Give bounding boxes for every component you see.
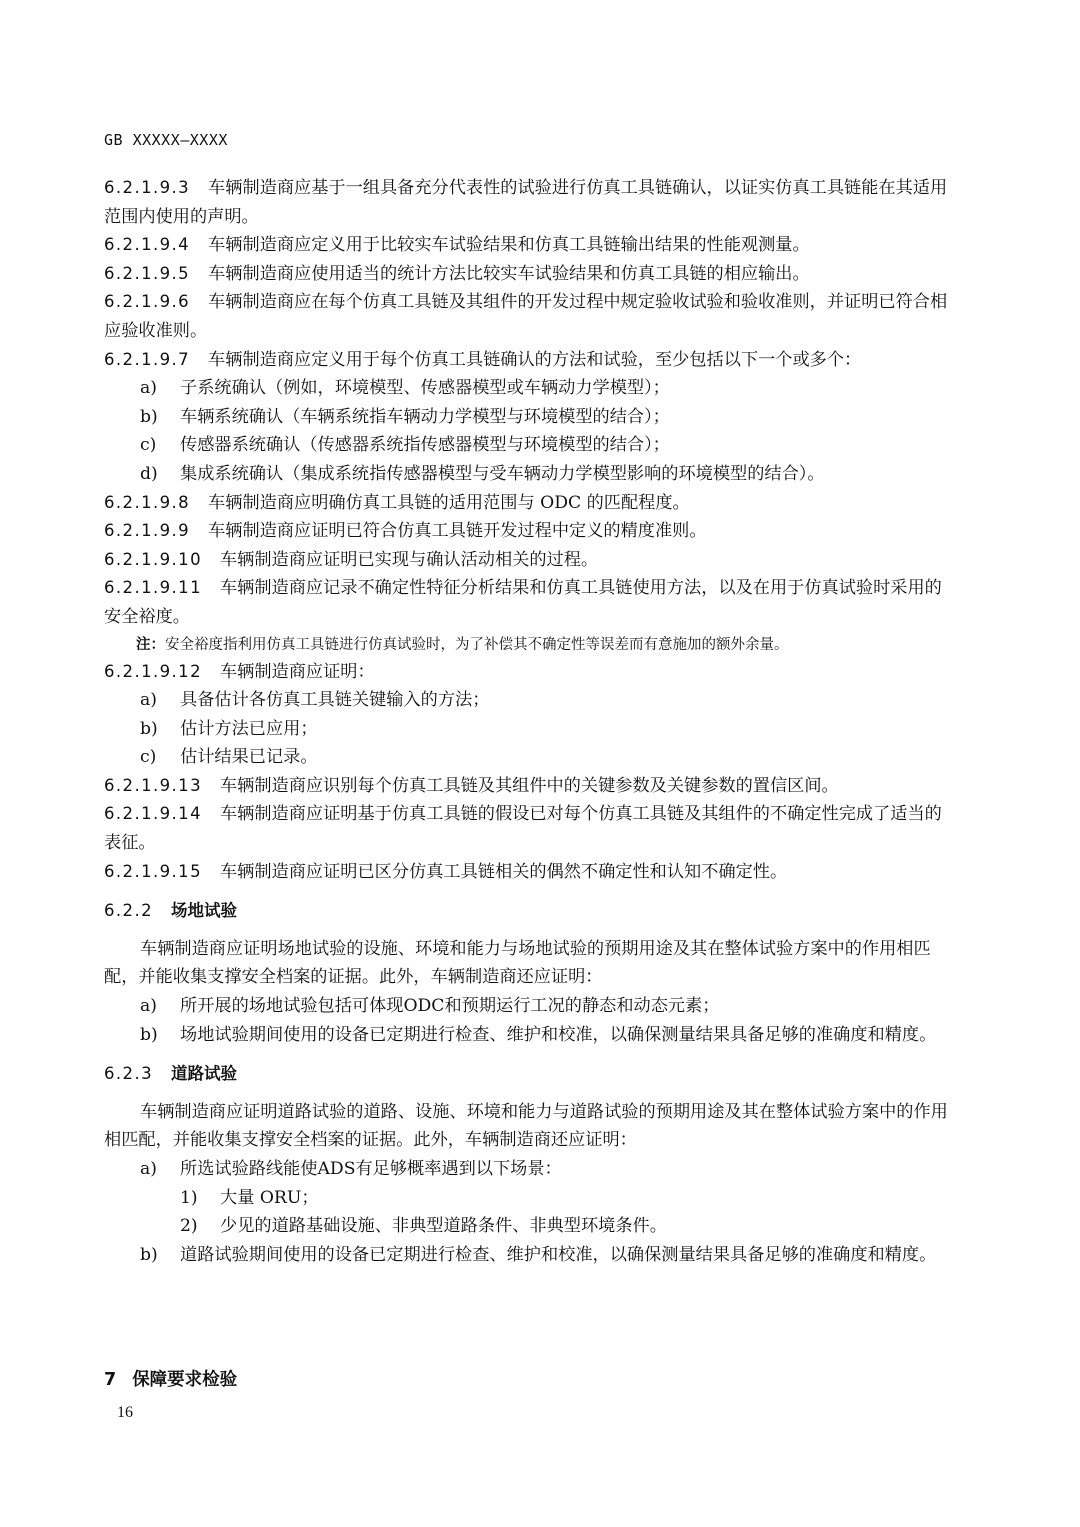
section-number: 6.2.2 xyxy=(104,901,153,921)
clause-6-2-1-9-13 xyxy=(104,772,954,801)
section-title: 道路试验 xyxy=(170,1064,237,1084)
list-marker: d) xyxy=(140,463,158,484)
section-number: 6.2.3 xyxy=(104,1064,153,1084)
section-title: 场地试验 xyxy=(170,901,237,921)
list-item xyxy=(104,403,954,432)
section-heading-6-2-3 xyxy=(104,1060,954,1089)
list-item xyxy=(104,743,954,772)
clause-number: 6.2.1.9.10 xyxy=(104,549,202,569)
clause-text: 车辆制造商应基于一组具备充分代表性的试验进行仿真工具链确认，以证实仿真工具链能在其适用范围内使用的声明。 xyxy=(104,178,948,227)
clause-6-2-1-9-8 xyxy=(104,489,954,518)
clause-number: 6.2.1.9.11 xyxy=(104,578,202,598)
clause-6-2-1-9-3 xyxy=(104,174,954,231)
sub-list-item xyxy=(104,1212,954,1241)
clause-6-2-1-9-11 xyxy=(104,574,954,631)
list-marker: 2) xyxy=(180,1216,198,1237)
list-item-text: 大量 ORU； xyxy=(220,1187,319,1208)
clause-6-2-1-9-5 xyxy=(104,260,954,289)
clause-6-2-1-9-10 xyxy=(104,546,954,575)
list-marker: b) xyxy=(140,406,158,427)
section-heading-6-2-2 xyxy=(104,897,954,926)
page-number: 16 xyxy=(117,1404,133,1421)
list-item-text: 具备估计各仿真工具链关键输入的方法； xyxy=(180,690,490,711)
list-item-text: 子系统确认（例如，环境模型、传感器模型或车辆动力学模型）； xyxy=(180,378,670,399)
list-marker: a) xyxy=(140,378,157,399)
list-item-text: 少见的道路基础设施、非典型道路条件、非典型环境条件。 xyxy=(220,1216,667,1237)
clause-number: 6.2.1.9.12 xyxy=(104,661,202,681)
list-item-text: 所选试验路线能使ADS有足够概率遇到以下场景： xyxy=(180,1159,562,1179)
clause-text: 车辆制造商应明确仿真工具链的适用范围与 ODC 的匹配程度。 xyxy=(208,492,690,513)
clause-text: 车辆制造商应证明已实现与确认活动相关的过程。 xyxy=(219,549,599,570)
list-item xyxy=(104,374,954,403)
clause-text: 车辆制造商应记录不确定性特征分析结果和仿真工具链使用方法，以及在用于仿真试验时采用的安全裕度。 xyxy=(104,578,942,627)
clause-6-2-1-9-12 xyxy=(104,658,954,687)
clause-number: 6.2.1.9.15 xyxy=(104,861,202,881)
clause-text: 车辆制造商应识别每个仿真工具链及其组件中的关键参数及关键参数的置信区间。 xyxy=(219,775,839,796)
list-item xyxy=(104,1241,954,1270)
section-paragraph: 车辆制造商应证明道路试验的道路、设施、环境和能力与道路试验的预期用途及其在整体试验方案中的作用相匹配，并能收集支撑安全档案的证据。此外，车辆制造商还应证明： xyxy=(104,1101,948,1151)
clause-6-2-1-9-15 xyxy=(104,858,954,887)
list-item xyxy=(104,992,954,1021)
clause-text: 车辆制造商应证明已符合仿真工具链开发过程中定义的精度准则。 xyxy=(208,521,707,542)
list-marker: a) xyxy=(140,1159,157,1179)
clause-6-2-1-9-14 xyxy=(104,800,954,857)
chapter-heading-7 xyxy=(104,1366,237,1391)
list-item xyxy=(104,715,954,744)
list-item-text: 估计结果已记录。 xyxy=(180,747,318,768)
chapter-title: 保障要求检验 xyxy=(132,1370,238,1390)
list-marker: c) xyxy=(140,747,157,768)
list-item-text: 场地试验期间使用的设备已定期进行检查、维护和校准，以确保测量结果具备足够的准确度和精度。 xyxy=(180,1024,937,1045)
list-item xyxy=(104,686,954,715)
list-marker: b) xyxy=(140,1024,158,1045)
clause-number: 6.2.1.9.7 xyxy=(104,349,191,369)
clause-text: 车辆制造商应定义用于每个仿真工具链确认的方法和试验，至少包括以下一个或多个： xyxy=(208,349,862,370)
clause-number: 6.2.1.9.5 xyxy=(104,263,191,283)
list-item xyxy=(104,1021,954,1050)
list-item-text: 集成系统确认（集成系统指传感器模型与受车辆动力学模型影响的环境模型的结合）。 xyxy=(180,463,825,484)
clause-number: 6.2.1.9.9 xyxy=(104,521,191,541)
list-item-text: 所开展的场地试验包括可体现ODC和预期运行工况的静态和动态元素； xyxy=(180,996,720,1017)
document-code-header: GB XXXXX—XXXX xyxy=(104,131,228,149)
sub-list-item xyxy=(104,1184,954,1213)
page-content xyxy=(104,174,954,1269)
list-marker: a) xyxy=(140,690,157,711)
list-marker: a) xyxy=(140,996,157,1017)
list-item-text: 传感器系统确认（传感器系统指传感器模型与环境模型的结合）； xyxy=(180,435,670,456)
clause-6-2-1-9-4 xyxy=(104,231,954,260)
clause-number: 6.2.1.9.14 xyxy=(104,804,202,824)
clause-number: 6.2.1.9.4 xyxy=(104,235,191,255)
list-marker: b) xyxy=(140,718,158,739)
clause-text: 车辆制造商应使用适当的统计方法比较实车试验结果和仿真工具链的相应输出。 xyxy=(208,263,810,284)
note-label: 注： xyxy=(136,636,165,653)
list-item xyxy=(104,431,954,460)
list-item-text: 车辆系统确认（车辆系统指车辆动力学模型与环境模型的结合）； xyxy=(180,406,670,427)
clause-text: 车辆制造商应证明： xyxy=(219,661,375,682)
clause-text: 车辆制造商应在每个仿真工具链及其组件的开发过程中规定验收试验和验收准则，并证明已符合相应验收准则。 xyxy=(104,292,948,341)
clause-6-2-1-9-7 xyxy=(104,346,954,375)
clause-number: 6.2.1.9.3 xyxy=(104,178,191,197)
list-item-text: 道路试验期间使用的设备已定期进行检查、维护和校准，以确保测量结果具备足够的准确度和精度。 xyxy=(180,1244,937,1265)
clause-6-2-1-9-9 xyxy=(104,517,954,546)
list-marker: c) xyxy=(140,435,157,456)
note xyxy=(104,632,954,658)
clause-text: 车辆制造商应证明基于仿真工具链的假设已对每个仿真工具链及其组件的不确定性完成了适当的表征。 xyxy=(104,804,942,854)
clause-text: 车辆制造商应定义用于比较实车试验结果和仿真工具链输出结果的性能观测量。 xyxy=(208,235,810,256)
clause-number: 6.2.1.9.6 xyxy=(104,292,191,312)
clause-6-2-1-9-6 xyxy=(104,288,954,345)
clause-text: 车辆制造商应证明已区分仿真工具链相关的偶然不确定性和认知不确定性。 xyxy=(219,861,788,882)
clause-number: 6.2.1.9.13 xyxy=(104,775,202,795)
list-item xyxy=(104,460,954,489)
list-marker: b) xyxy=(140,1244,158,1265)
list-item xyxy=(104,1155,954,1184)
chapter-number: 7 xyxy=(104,1370,117,1390)
section-paragraph: 车辆制造商应证明场地试验的设施、环境和能力与场地试验的预期用途及其在整体试验方案中的作用相匹配，并能收集支撑安全档案的证据。此外，车辆制造商还应证明： xyxy=(104,938,931,988)
clause-number: 6.2.1.9.8 xyxy=(104,492,191,512)
note-text: 安全裕度指利用仿真工具链进行仿真试验时，为了补偿其不确定性等误差而有意施加的额外余量。 xyxy=(165,636,789,653)
list-marker: 1) xyxy=(180,1187,198,1208)
list-item-text: 估计方法已应用； xyxy=(180,718,318,739)
